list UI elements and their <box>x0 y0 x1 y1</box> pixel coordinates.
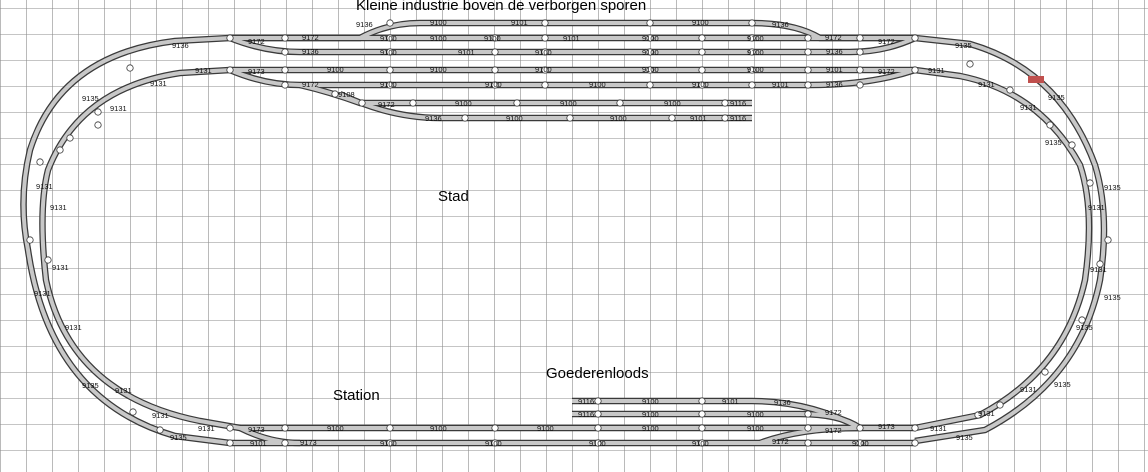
track-joint <box>282 67 288 73</box>
track-joint <box>967 61 973 67</box>
track-code-label: 9100 <box>642 65 659 74</box>
track-joint <box>857 425 863 431</box>
track-code-label: 9173 <box>878 422 895 431</box>
track-joint <box>410 100 416 106</box>
track-code-label: 9172 <box>825 33 842 42</box>
track-joint <box>492 49 498 55</box>
track-joint <box>282 49 288 55</box>
track-joint <box>227 425 233 431</box>
track-joint <box>617 100 623 106</box>
track-code-label: 9100 <box>455 99 472 108</box>
track-code-label: 9100 <box>560 99 577 108</box>
track-joint <box>699 35 705 41</box>
track-joint <box>387 67 393 73</box>
track-code-label: 9136 <box>425 114 442 123</box>
track-code-label: 9136 <box>826 47 843 56</box>
track-joint <box>647 82 653 88</box>
track-joint <box>699 67 705 73</box>
track-code-label: 9100 <box>484 34 501 43</box>
track-code-label: 9101 <box>511 18 528 27</box>
track-joint <box>1087 180 1093 186</box>
track-code-label: 9131 <box>1088 203 1105 212</box>
track-code-label: 9131 <box>110 104 127 113</box>
track-code-label: 9136 <box>772 20 789 29</box>
track-code-label: 9172 <box>378 100 395 109</box>
track-code-label: 9100 <box>537 424 554 433</box>
track-code-label: 9131 <box>978 80 995 89</box>
track-code-label: 9108 <box>338 90 355 99</box>
track-code-label: 9100 <box>380 80 397 89</box>
track-joint <box>37 159 43 165</box>
station-label: Station <box>333 387 380 404</box>
track-joint <box>95 109 101 115</box>
track-code-label: 9136 <box>826 80 843 89</box>
track-code-label: 9136 <box>356 20 373 29</box>
track-code-label: 9100 <box>642 410 659 419</box>
track-code-label: 9101 <box>722 397 739 406</box>
track-code-label: 9135 <box>1076 323 1093 332</box>
track-joint <box>805 411 811 417</box>
track-code-label: 9131 <box>928 66 945 75</box>
track-joint <box>514 100 520 106</box>
track-code-label: 9136 <box>302 47 319 56</box>
track-code-label: 9131 <box>115 386 132 395</box>
track-joint <box>282 82 288 88</box>
track-code-label: 9116 <box>578 397 595 406</box>
track-joint <box>699 411 705 417</box>
track-code-label: 9100 <box>535 65 552 74</box>
track-joint <box>1069 142 1075 148</box>
track-code-label: 9101 <box>563 34 580 43</box>
track-joint <box>805 35 811 41</box>
track-code-label: 9131 <box>198 424 215 433</box>
track-joint <box>387 20 393 26</box>
track-code-label: 9135 <box>1054 380 1071 389</box>
track-code-label: 9100 <box>692 80 709 89</box>
track-joint <box>1105 237 1111 243</box>
track-code-label: 9172 <box>825 408 842 417</box>
track-joint <box>95 122 101 128</box>
track-joint <box>227 35 233 41</box>
track-code-label: 9100 <box>642 34 659 43</box>
track-joint <box>749 82 755 88</box>
track-joint <box>749 20 755 26</box>
track-code-label: 9131 <box>930 424 947 433</box>
track-joint <box>805 49 811 55</box>
track-code-label: 9131 <box>1090 265 1107 274</box>
track-section <box>42 70 240 428</box>
track-joint <box>805 440 811 446</box>
track-code-label: 9100 <box>852 439 869 448</box>
track-code-label: 9131 <box>34 289 51 298</box>
track-code-label: 9100 <box>692 439 709 448</box>
track-joint <box>45 257 51 263</box>
track-joint <box>857 49 863 55</box>
track-code-label: 9131 <box>195 66 212 75</box>
track-code-label: 9131 <box>1020 385 1037 394</box>
track-joint <box>912 440 918 446</box>
track-code-label: 9135 <box>82 94 99 103</box>
track-joint <box>722 115 728 121</box>
track-code-label: 9136 <box>774 398 791 407</box>
signal-marker <box>1028 76 1044 83</box>
track-code-label: 9172 <box>878 67 895 76</box>
track-joint <box>27 237 33 243</box>
track-joint <box>542 35 548 41</box>
track-code-label: 9100 <box>747 410 764 419</box>
track-joint <box>227 67 233 73</box>
track-joint <box>699 49 705 55</box>
track-joint <box>1047 122 1053 128</box>
track-code-label: 9100 <box>485 80 502 89</box>
track-code-label: 9135 <box>1045 138 1062 147</box>
track-code-label: 9100 <box>380 48 397 57</box>
track-code-label: 9101 <box>458 48 475 57</box>
track-code-label: 9101 <box>690 114 707 123</box>
track-code-label: 9173 <box>248 425 265 434</box>
track-joint <box>1007 87 1013 93</box>
track-code-label: 9100 <box>430 424 447 433</box>
track-code-label: 9100 <box>642 397 659 406</box>
track-joint <box>542 20 548 26</box>
track-joint <box>857 35 863 41</box>
track-code-label: 9172 <box>825 426 842 435</box>
track-joint <box>647 20 653 26</box>
track-code-label: 9100 <box>664 99 681 108</box>
track-joint <box>57 147 63 153</box>
track-code-label: 9101 <box>826 65 843 74</box>
track-code-label: 9100 <box>506 114 523 123</box>
track-joint <box>567 115 573 121</box>
track-code-label: 9131 <box>152 411 169 420</box>
track-joint <box>1042 369 1048 375</box>
track-code-label: 9131 <box>150 79 167 88</box>
track-section <box>915 70 1089 428</box>
track-code-label: 9135 <box>170 433 187 442</box>
track-code-label: 9100 <box>589 439 606 448</box>
track-joint <box>912 67 918 73</box>
track-code-label: 9135 <box>956 433 973 442</box>
track-joint <box>492 67 498 73</box>
track-code-label: 9100 <box>589 80 606 89</box>
track-joint <box>282 425 288 431</box>
track-code-label: 9100 <box>610 114 627 123</box>
track-code-label: 9100 <box>485 439 502 448</box>
track-code-label: 9172 <box>248 37 265 46</box>
track-joint <box>805 67 811 73</box>
track-joint <box>542 82 548 88</box>
track-joint <box>912 425 918 431</box>
track-code-label: 9100 <box>430 34 447 43</box>
track-joint <box>595 398 601 404</box>
track-joint <box>722 100 728 106</box>
track-code-label: 9100 <box>327 65 344 74</box>
track-code-label: 9136 <box>172 41 189 50</box>
track-code-label: 9131 <box>36 182 53 191</box>
track-code-label: 9135 <box>1104 183 1121 192</box>
track-code-label: 9101 <box>250 439 267 448</box>
track-code-label: 9131 <box>1020 103 1037 112</box>
track-joint <box>699 398 705 404</box>
track-code-label: 9172 <box>878 37 895 46</box>
track-section <box>915 38 1104 441</box>
track-joint <box>127 65 133 71</box>
track-joint <box>130 409 136 415</box>
track-code-label: 9100 <box>692 18 709 27</box>
track-code-label: 9135 <box>955 41 972 50</box>
track-joint <box>227 440 233 446</box>
track-joint <box>462 115 468 121</box>
track-joint <box>595 425 601 431</box>
track-joint <box>669 115 675 121</box>
track-code-label: 9101 <box>772 80 789 89</box>
track-joint <box>387 425 393 431</box>
track-code-label: 9131 <box>65 323 82 332</box>
track-code-label: 9135 <box>1048 93 1065 102</box>
title-label: Kleine industrie boven de verborgen sporen <box>356 0 647 14</box>
track-section <box>915 38 1104 441</box>
track-code-label: 9172 <box>772 437 789 446</box>
track-code-label: 9100 <box>535 48 552 57</box>
track-joint <box>282 440 288 446</box>
track-joint <box>699 425 705 431</box>
track-code-label: 9100 <box>380 439 397 448</box>
track-section <box>915 70 1089 428</box>
track-code-label: 9173 <box>248 67 265 76</box>
track-joint <box>857 67 863 73</box>
track-joint <box>912 35 918 41</box>
track-joint <box>595 411 601 417</box>
track-code-label: 9100 <box>747 65 764 74</box>
track-section <box>23 38 230 443</box>
track-code-label: 9131 <box>52 263 69 272</box>
track-code-label: 9100 <box>747 34 764 43</box>
track-code-label: 9131 <box>978 409 995 418</box>
track-joint <box>157 427 163 433</box>
track-code-label: 9173 <box>300 438 317 447</box>
track-code-label: 9100 <box>327 424 344 433</box>
stad-label: Stad <box>438 188 469 205</box>
track-code-label: 9116 <box>730 99 747 108</box>
track-joint <box>857 82 863 88</box>
track-code-label: 9100 <box>642 424 659 433</box>
track-code-label: 9116 <box>578 410 595 419</box>
track-code-label: 9100 <box>430 18 447 27</box>
track-code-label: 9135 <box>1104 293 1121 302</box>
track-joint <box>282 35 288 41</box>
track-joint <box>67 135 73 141</box>
track-joint <box>997 402 1003 408</box>
track-joint <box>805 425 811 431</box>
track-code-label: 9116 <box>730 114 747 123</box>
track-code-label: 9100 <box>642 48 659 57</box>
track-code-label: 9172 <box>302 33 319 42</box>
track-code-label: 9131 <box>50 203 67 212</box>
track-code-label: 9135 <box>82 381 99 390</box>
track-code-label: 9172 <box>302 80 319 89</box>
track-joint <box>359 100 365 106</box>
track-joint <box>492 425 498 431</box>
track-code-label: 9100 <box>380 34 397 43</box>
track-code-label: 9100 <box>747 424 764 433</box>
goederenloods-label: Goederenloods <box>546 365 649 382</box>
track-code-label: 9100 <box>747 48 764 57</box>
track-code-label: 9100 <box>430 65 447 74</box>
track-joint <box>805 82 811 88</box>
